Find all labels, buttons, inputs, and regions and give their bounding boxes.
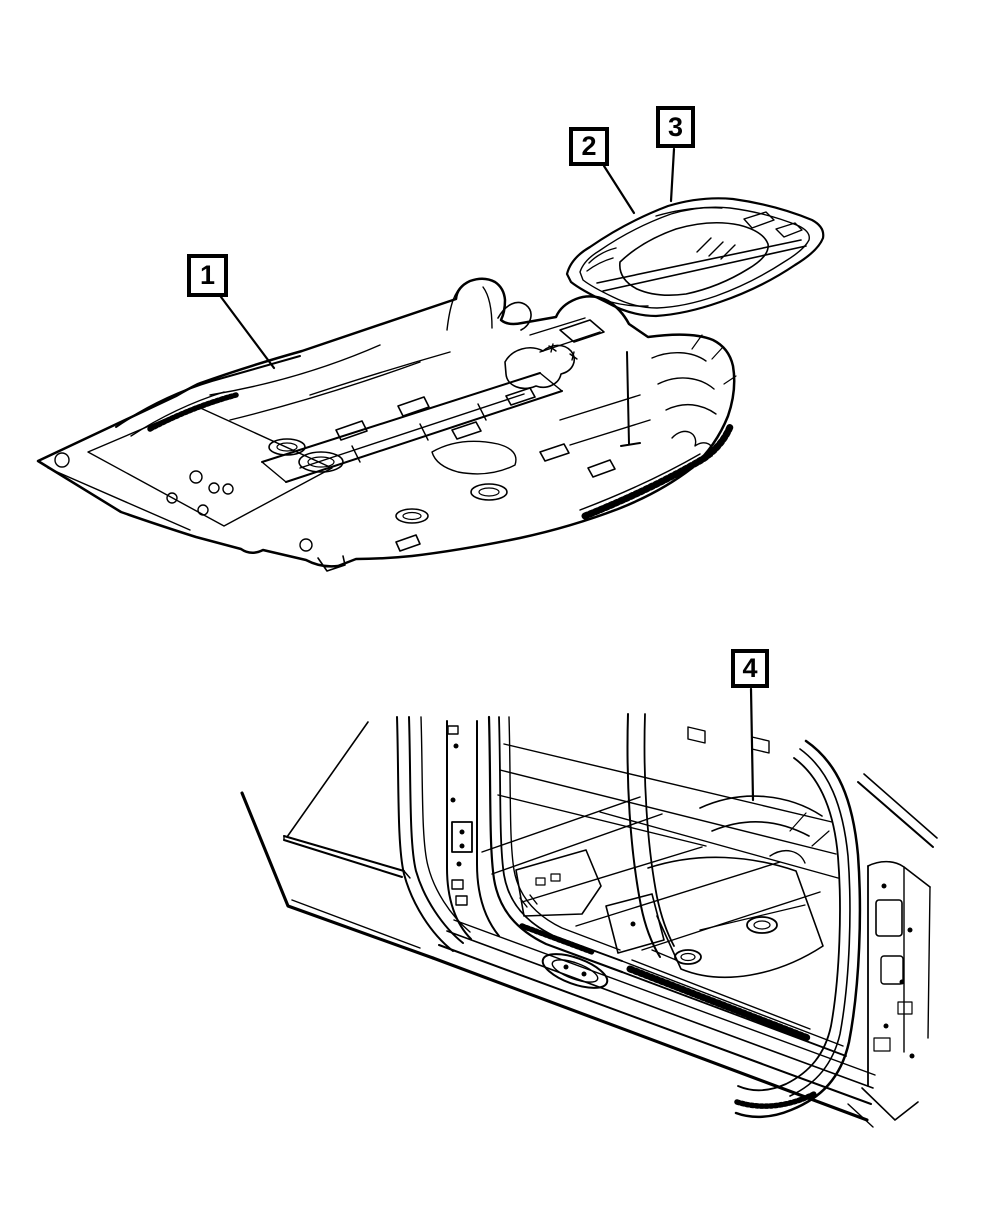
callout-2[interactable] xyxy=(569,127,609,166)
mat-outline xyxy=(567,198,823,316)
leader-line-3 xyxy=(671,149,674,201)
callout-1-label: 1 xyxy=(199,260,216,290)
callout-3-label: 3 xyxy=(667,111,684,142)
cab-cutaway-drawing xyxy=(242,714,937,1127)
leader-line-2 xyxy=(604,166,634,213)
floor-mat-drawing xyxy=(567,198,823,316)
mat-locator-line xyxy=(621,352,640,446)
carpet-assembly-drawing xyxy=(38,279,736,571)
leader-line-1 xyxy=(221,297,274,368)
callout-3[interactable] xyxy=(656,106,695,148)
callout-4-label: 4 xyxy=(742,653,758,683)
callout-1[interactable] xyxy=(187,254,228,297)
callout-2-label: 2 xyxy=(581,131,597,161)
callout-4[interactable] xyxy=(731,649,769,688)
leader-line-4 xyxy=(751,689,753,800)
